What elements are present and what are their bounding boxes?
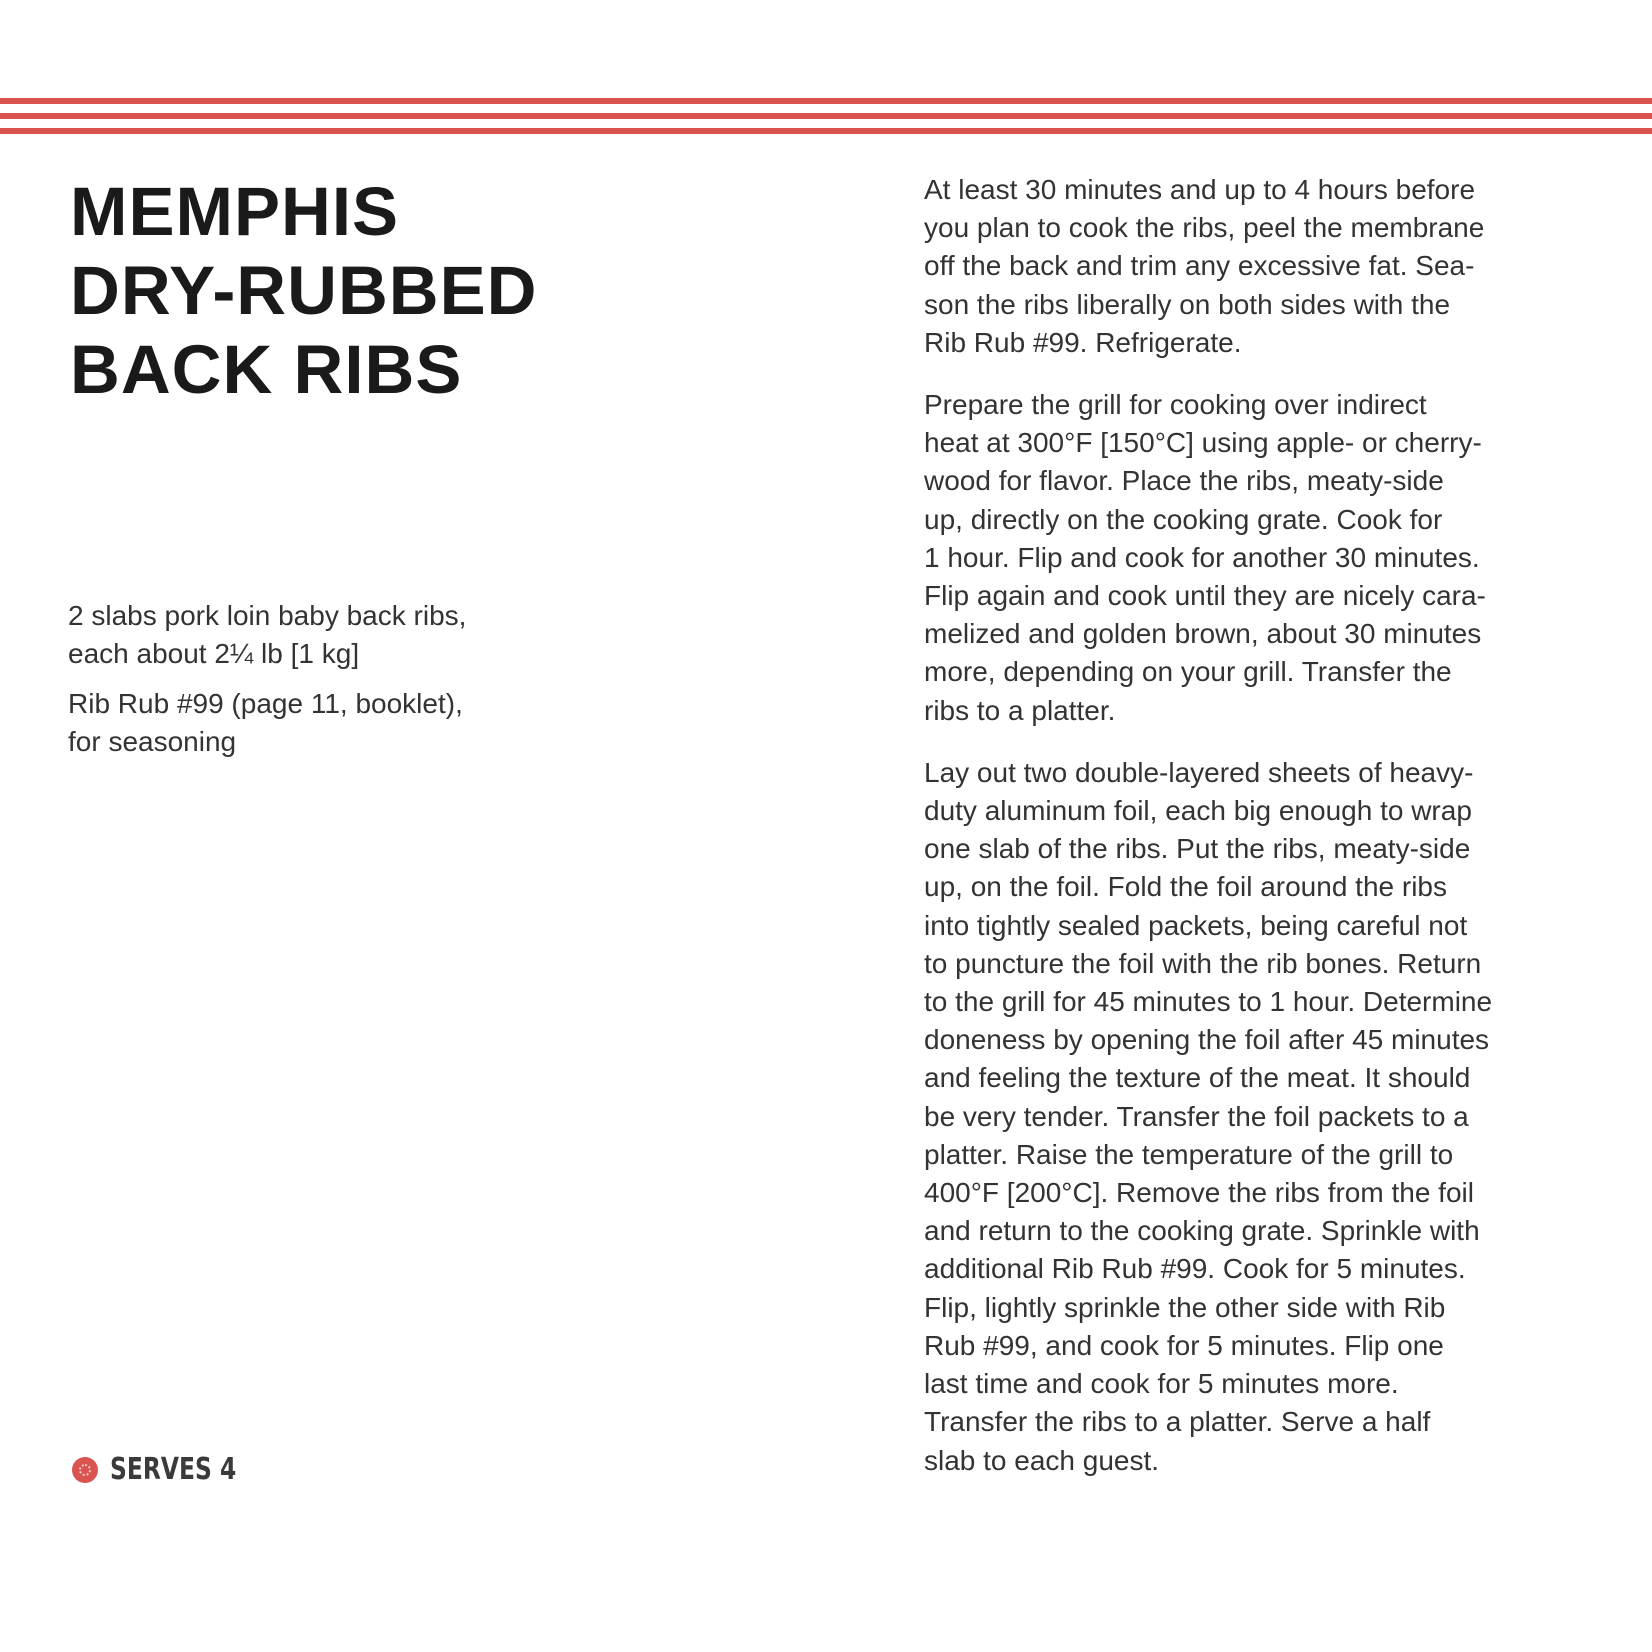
- direction-line: Prepare the grill for cooking over indirect: [924, 389, 1427, 421]
- header-stripe-top: [0, 98, 1652, 104]
- direction-line: Flip again and cook until they are nicely cara-: [924, 580, 1486, 612]
- direction-line: Rub #99, and cook for 5 minutes. Flip one: [924, 1329, 1444, 1361]
- direction-line: 400°F [200°C]. Remove the ribs from the foil: [924, 1177, 1474, 1209]
- direction-line: 1 hour. Flip and cook for another 30 minutes.: [924, 541, 1480, 573]
- serving-badge-icon: [72, 1457, 98, 1483]
- direction-line: more, depending on your grill. Transfer the: [924, 656, 1452, 688]
- direction-paragraph: [924, 386, 1554, 730]
- direction-line: last time and cook for 5 minutes more.: [924, 1368, 1399, 1400]
- ingredient-line: for seasoning: [68, 726, 237, 757]
- direction-line: melized and golden brown, about 30 minutes: [924, 618, 1482, 650]
- serves-label: SERVES 4: [110, 1452, 237, 1487]
- direction-line: one slab of the ribs. Put the ribs, meaty-side: [924, 833, 1471, 865]
- direction-line: and feeling the texture of the meat. It should: [924, 1062, 1471, 1094]
- direction-line: ribs to a platter.: [924, 694, 1116, 726]
- direction-line: up, directly on the cooking grate. Cook for: [924, 503, 1443, 535]
- direction-paragraph: [924, 171, 1554, 362]
- direction-line: son the ribs liberally on both sides with the: [924, 288, 1451, 320]
- recipe-title-line: DRY-RUBBED: [70, 252, 538, 329]
- direction-line: up, on the foil. Fold the foil around the ribs: [924, 871, 1447, 903]
- direction-line: platter. Raise the temperature of the grill to: [924, 1138, 1454, 1170]
- ingredient-line: Rib Rub #99 (page 11, booklet),: [68, 688, 463, 719]
- direction-line: off the back and trim any excessive fat. Sea-: [924, 250, 1475, 282]
- direction-line: Transfer the ribs to a platter. Serve a half: [924, 1406, 1431, 1438]
- header-stripe-middle: [0, 113, 1652, 119]
- direction-line: Lay out two double-layered sheets of heavy-: [924, 756, 1474, 788]
- recipe-title-line: BACK RIBS: [70, 331, 463, 408]
- direction-line: heat at 300°F [150°C] using apple- or cherry-: [924, 427, 1482, 459]
- direction-line: slab to each guest.: [924, 1444, 1160, 1476]
- ingredient-line: each about 2¼ lb [1 kg]: [68, 638, 360, 669]
- ingredient-line: 2 slabs pork loin baby back ribs,: [68, 600, 467, 631]
- direction-line: and return to the cooking grate. Sprinkle with: [924, 1215, 1480, 1247]
- directions-column: [924, 171, 1554, 1504]
- direction-line: At least 30 minutes and up to 4 hours before: [924, 174, 1476, 205]
- direction-line: duty aluminum foil, each big enough to wrap: [924, 795, 1472, 827]
- direction-line: to puncture the foil with the rib bones. Return: [924, 947, 1482, 979]
- direction-line: wood for flavor. Place the ribs, meaty-side: [924, 465, 1444, 497]
- ingredient-item: [68, 685, 548, 761]
- direction-line: into tightly sealed packets, being careful not: [924, 909, 1468, 941]
- header-stripe-bottom: [0, 128, 1652, 134]
- recipe-title-line: MEMPHIS: [70, 173, 400, 250]
- direction-line: be very tender. Transfer the foil packets to a: [924, 1100, 1469, 1132]
- direction-paragraph: [924, 754, 1554, 1480]
- direction-line: to the grill for 45 minutes to 1 hour. Determine: [924, 986, 1493, 1018]
- direction-line: you plan to cook the ribs, peel the membrane: [924, 212, 1485, 244]
- ingredient-item: [68, 597, 548, 673]
- direction-line: Rib Rub #99. Refrigerate.: [924, 326, 1242, 358]
- direction-line: Flip, lightly sprinkle the other side with Rib: [924, 1291, 1446, 1323]
- direction-line: doneness by opening the foil after 45 minutes: [924, 1024, 1490, 1056]
- serves-indicator: [72, 1452, 272, 1487]
- recipe-title: [70, 172, 630, 409]
- ingredient-list: [68, 597, 548, 773]
- direction-line: additional Rib Rub #99. Cook for 5 minutes.: [924, 1253, 1466, 1285]
